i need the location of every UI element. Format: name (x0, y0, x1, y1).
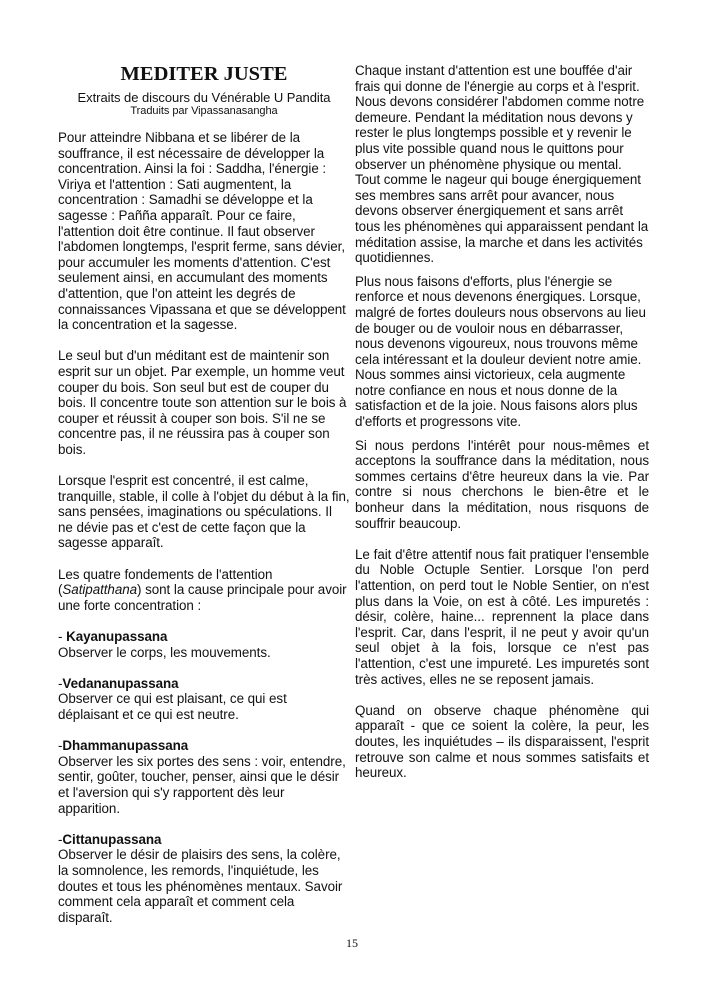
paragraph-phenomene: Quand on observe chaque phénomène qui apparaît - que ce soient la colère, la peur, les doutes, les inquiétudes – ils disparaissent, l'esprit retrouve son calme et nous sommes satisfaits et heureux. (355, 702, 649, 781)
article-title: MEDITER JUSTE (120, 63, 288, 85)
paragraph-noble-sentier: Le fait d'être attentif nous fait pratiquer l'ensemble du Noble Octuple Sentier. Lorsque l'on perd l'attention, on perd tout le Noble Sentier, on n'est plus dans la Voie, on est à côté. Les impuretés : désir, colère, haine... reprennent la place dans l'esprit. Car, dans l'esprit, il ne peut y avoir qu'un seul objet à la fois, lorsque ce n'est pas l'attention, c'est une impureté. Les impuretés sont très actives, elles ne se reposent jamais. (355, 546, 649, 687)
foundation-heading (58, 738, 350, 754)
intro-italic-term: Satipatthana (62, 582, 138, 598)
intro-text-after: ) sont la cause principale pour avoir une forte concentration : (58, 582, 347, 613)
page-number: 15 (346, 936, 358, 950)
translator-credit: Traduits par Vipassanasangha (130, 105, 278, 117)
article-subtitle: Extraits de discours du Vénérable U Pandita (77, 90, 331, 105)
foundation-term: Kayanupassana (66, 629, 168, 644)
paragraph-seul-but: Le seul but d'un méditant est de maintenir son esprit sur un objet. Par exemple, un homme veut couper du bois. Son seul but est de couper du bois. Il concentre toute son attention sur le bois à couper et réussit à couper son bois. S'il ne se concentre pas, il ne réussira pas à couper son bois. (58, 348, 347, 457)
foundation-description: Observer le désir de plaisirs des sens, la colère, la somnolence, les remords, l'inquiétude, les doutes et tous les phénomènes mentaux. Savoir comment cela apparaît et comment cela disparaît. (58, 847, 343, 925)
foundation-prefix: - (58, 629, 67, 644)
foundation-cittanupassana (58, 832, 350, 926)
foundation-description: Observer les six portes des sens : voir, entendre, sentir, goûter, toucher, penser, ainsi que le désir et l'aversion qui s'y rapportent dès leur apparition. (58, 753, 346, 816)
foundation-term: Dhammanupassana (62, 738, 189, 754)
foundation-term: Cittanupassana (62, 831, 162, 847)
foundation-heading (58, 629, 350, 645)
foundation-prefix: - (58, 738, 63, 754)
paragraph-instant-attention: Chaque instant d'attention est une bouffée d'air frais qui donne de l'énergie au corps et à l'esprit. Nous devons considérer l'abdomen comme notre demeure. Pendant la méditation nous devons y rester le plus longtemps possible et y revenir le plus vite possible quand nous le quittons pour observer un phénomène physique ou mental. Tout comme le nageur qui bouge énergiquement ses membres sans arrêt pour avancer, nous devons observer énergiquement et sans arrêt tous les phénomènes qui apparaissent pendant la méditation assise, la marche et dans les activités quotidiennes. (355, 63, 649, 266)
foundation-heading (58, 676, 350, 692)
foundation-description: Observer le corps, les mouvements. (58, 644, 271, 660)
paragraph-quatre-fondements (58, 567, 350, 614)
paragraph-nibbana: Pour atteindre Nibbana et se libérer de la souffrance, il est nécessaire de développer la concentration. Ainsi la foi : Saddha, l'énergie : Viriya et l'attention : Sati augmentent, la concentration : Samadhi se développe et la sagesse : Pañña apparaît. Pour ce faire, l'attention doit être continue. Il faut observer l'abdomen longtemps, l'esprit ferme, sans dévier, pour accumuler les moments d'attention. C'est seulement ainsi, en accumulant des moments d'attention, que l'on atteint les degrés de connaissances Vipassana et que se développent la concentration et la sagesse. (58, 130, 346, 333)
paragraph-esprit-concentre: Lorsque l'esprit est concentré, il est calme, tranquille, stable, il colle à l'objet du début à la fin, sans pensées, imaginations ou spéculations. Il ne dévie pas et c'est de cette façon que la sagesse apparaît. (58, 473, 350, 551)
foundation-prefix: - (58, 831, 63, 847)
left-column (58, 62, 350, 941)
paragraph-interet: Si nous perdons l'intérêt pour nous-mêmes et acceptons la souffrance dans la méditation, nous sommes certains d'être heureux dans la vie. Par contre si nous cherchons le bien-être et le bonheur dans la méditation, nous risquons de souffrir beaucoup. (355, 437, 649, 531)
foundation-vedananupassana (58, 676, 350, 723)
intro-text-before: Les quatre fondements de l'attention ( (58, 566, 273, 598)
foundation-prefix: - (58, 675, 63, 691)
foundation-kayanupassana (58, 629, 350, 660)
foundation-description: Observer ce qui est plaisant, ce qui est déplaisant et ce qui est neutre. (58, 691, 287, 722)
foundation-term: Vedananupassana (62, 675, 179, 691)
right-column (355, 63, 649, 789)
foundation-heading (58, 832, 350, 848)
paragraph-efforts: Plus nous faisons d'efforts, plus l'énergie se renforce et nous devenons énergiques. Lorsque, malgré de fortes douleurs nous observons au lieu de bouger ou de vouloir nous en débarrasser, nous devenons vigoureux, nous trouvons même cela intéressant et la douleur devient notre amie. Nous sommes ainsi victorieux, cela augmente notre confiance en nous et nous donne de la satisfaction et de la joie. Nous faisons alors plus d'efforts et progressons vite. (355, 273, 646, 430)
foundation-dhammanupassana (58, 738, 350, 816)
